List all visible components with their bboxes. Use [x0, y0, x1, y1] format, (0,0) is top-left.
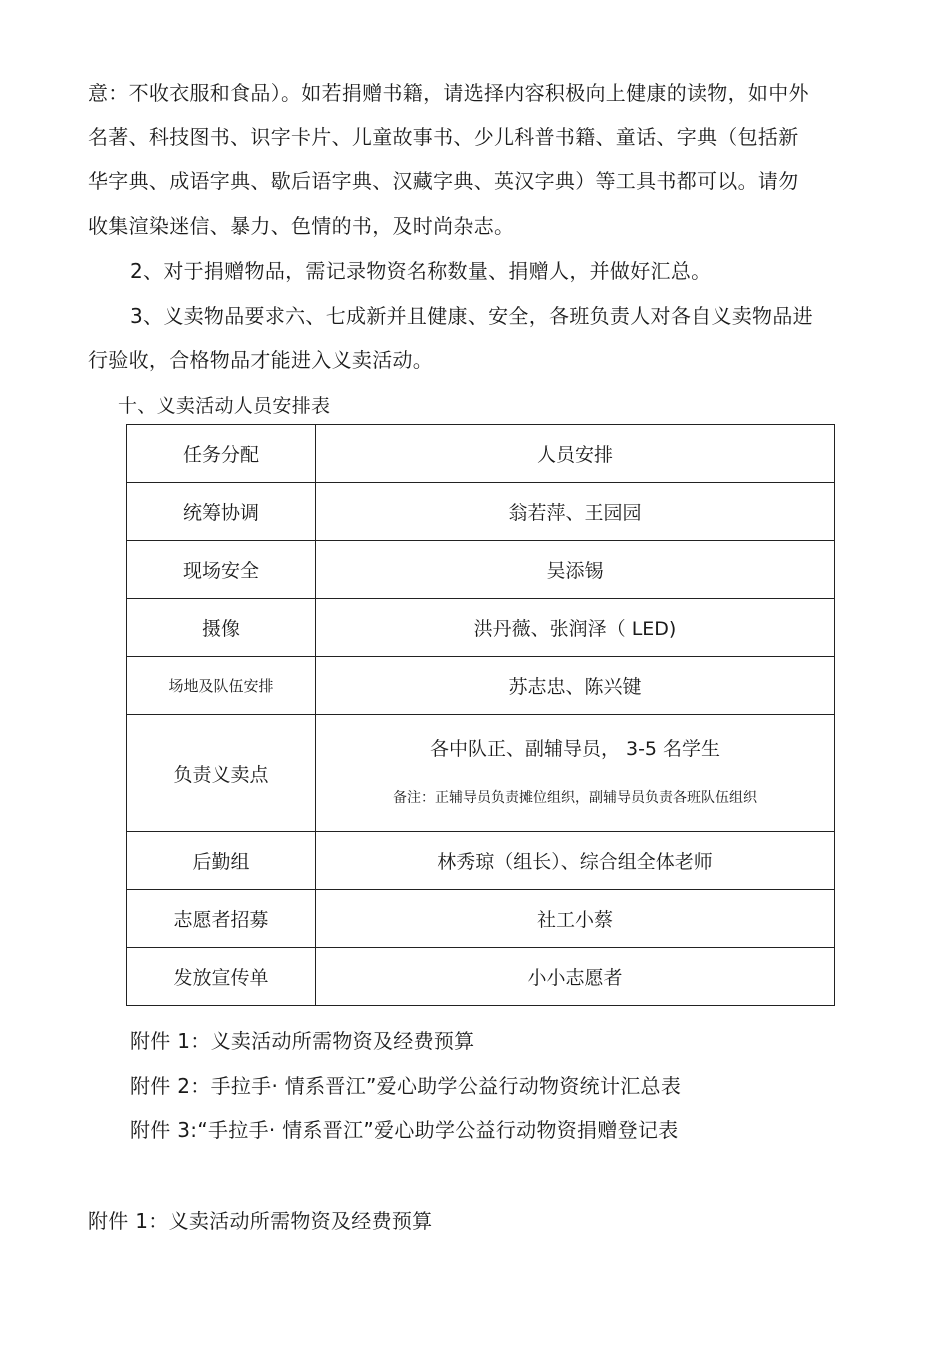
- staff-cell: 吴添锡: [316, 541, 835, 599]
- note-text: 备注：正辅导员负责摊位组织，副辅导员负责各班队伍组织: [393, 789, 757, 806]
- table-row: [127, 715, 835, 832]
- task-cell: 发放宣传单: [127, 948, 316, 1006]
- staff-cell: 社工小蔡: [316, 890, 835, 948]
- section-ten-heading: 十、义卖活动人员安排表: [118, 395, 331, 417]
- task-cell: 摄像: [127, 599, 316, 657]
- header-staff: 人员安排: [316, 425, 835, 483]
- staff-text: 各中队正、副辅导员， 3-5 名学生: [429, 737, 721, 760]
- paragraph-item-2: 2、对于捐赠物品，需记录物资名称数量、捐赠人，并做好汇总。: [130, 259, 712, 283]
- attachment-1-section-heading: 附件 1：义卖活动所需物资及经费预算: [88, 1209, 433, 1233]
- task-cell: 场地及队伍安排: [127, 657, 316, 715]
- task-cell: 志愿者招募: [127, 890, 316, 948]
- table-row: [127, 599, 835, 657]
- task-cell: 负责义卖点: [127, 715, 316, 832]
- staff-cell-with-note: [316, 715, 835, 832]
- attachment-2: 附件 2：手拉手· 情系晋江”爱心助学公益行动物资统计汇总表: [130, 1074, 682, 1098]
- paragraph-item-3-cont: 行验收，合格物品才能进入义卖活动。: [88, 348, 434, 372]
- task-cell: 统筹协调: [127, 483, 316, 541]
- staff-cell: 林秀琼（组长）、综合组全体老师: [316, 832, 835, 890]
- attachment-3: 附件 3:“手拉手· 情系晋江”爱心助学公益行动物资捐赠登记表: [130, 1118, 679, 1142]
- paragraph-line-3: 华字典、成语字典、歇后语字典、汉藏字典、英汉字典）等工具书都可以。请勿: [88, 169, 799, 193]
- table-header-row: [127, 425, 835, 483]
- staff-arrangement-table: [126, 424, 835, 1006]
- paragraph-line-4: 收集渲染迷信、暴力、色情的书，及时尚杂志。: [88, 214, 515, 238]
- task-cell: 后勤组: [127, 832, 316, 890]
- staff-cell: 洪丹薇、张润泽（ LED): [316, 599, 835, 657]
- table-row: [127, 948, 835, 1006]
- header-task: 任务分配: [127, 425, 316, 483]
- task-cell: 现场安全: [127, 541, 316, 599]
- attachment-1: 附件 1：义卖活动所需物资及经费预算: [130, 1029, 475, 1053]
- staff-cell: 小小志愿者: [316, 948, 835, 1006]
- table-row: [127, 832, 835, 890]
- staff-cell: 翁若萍、王园园: [316, 483, 835, 541]
- table-row: [127, 541, 835, 599]
- table-row: [127, 657, 835, 715]
- paragraph-line-2: 名著、科技图书、识字卡片、儿童故事书、少儿科普书籍、童话、字典（包括新: [88, 125, 799, 149]
- staff-cell: 苏志忠、陈兴键: [316, 657, 835, 715]
- table-row: [127, 890, 835, 948]
- paragraph-line-1: 意：不收衣服和食品）。如若捐赠书籍，请选择内容积极向上健康的读物，如中外: [88, 81, 809, 105]
- table-row: [127, 483, 835, 541]
- paragraph-item-3: 3、义卖物品要求六、七成新并且健康、安全，各班负责人对各自义卖物品进: [130, 304, 813, 328]
